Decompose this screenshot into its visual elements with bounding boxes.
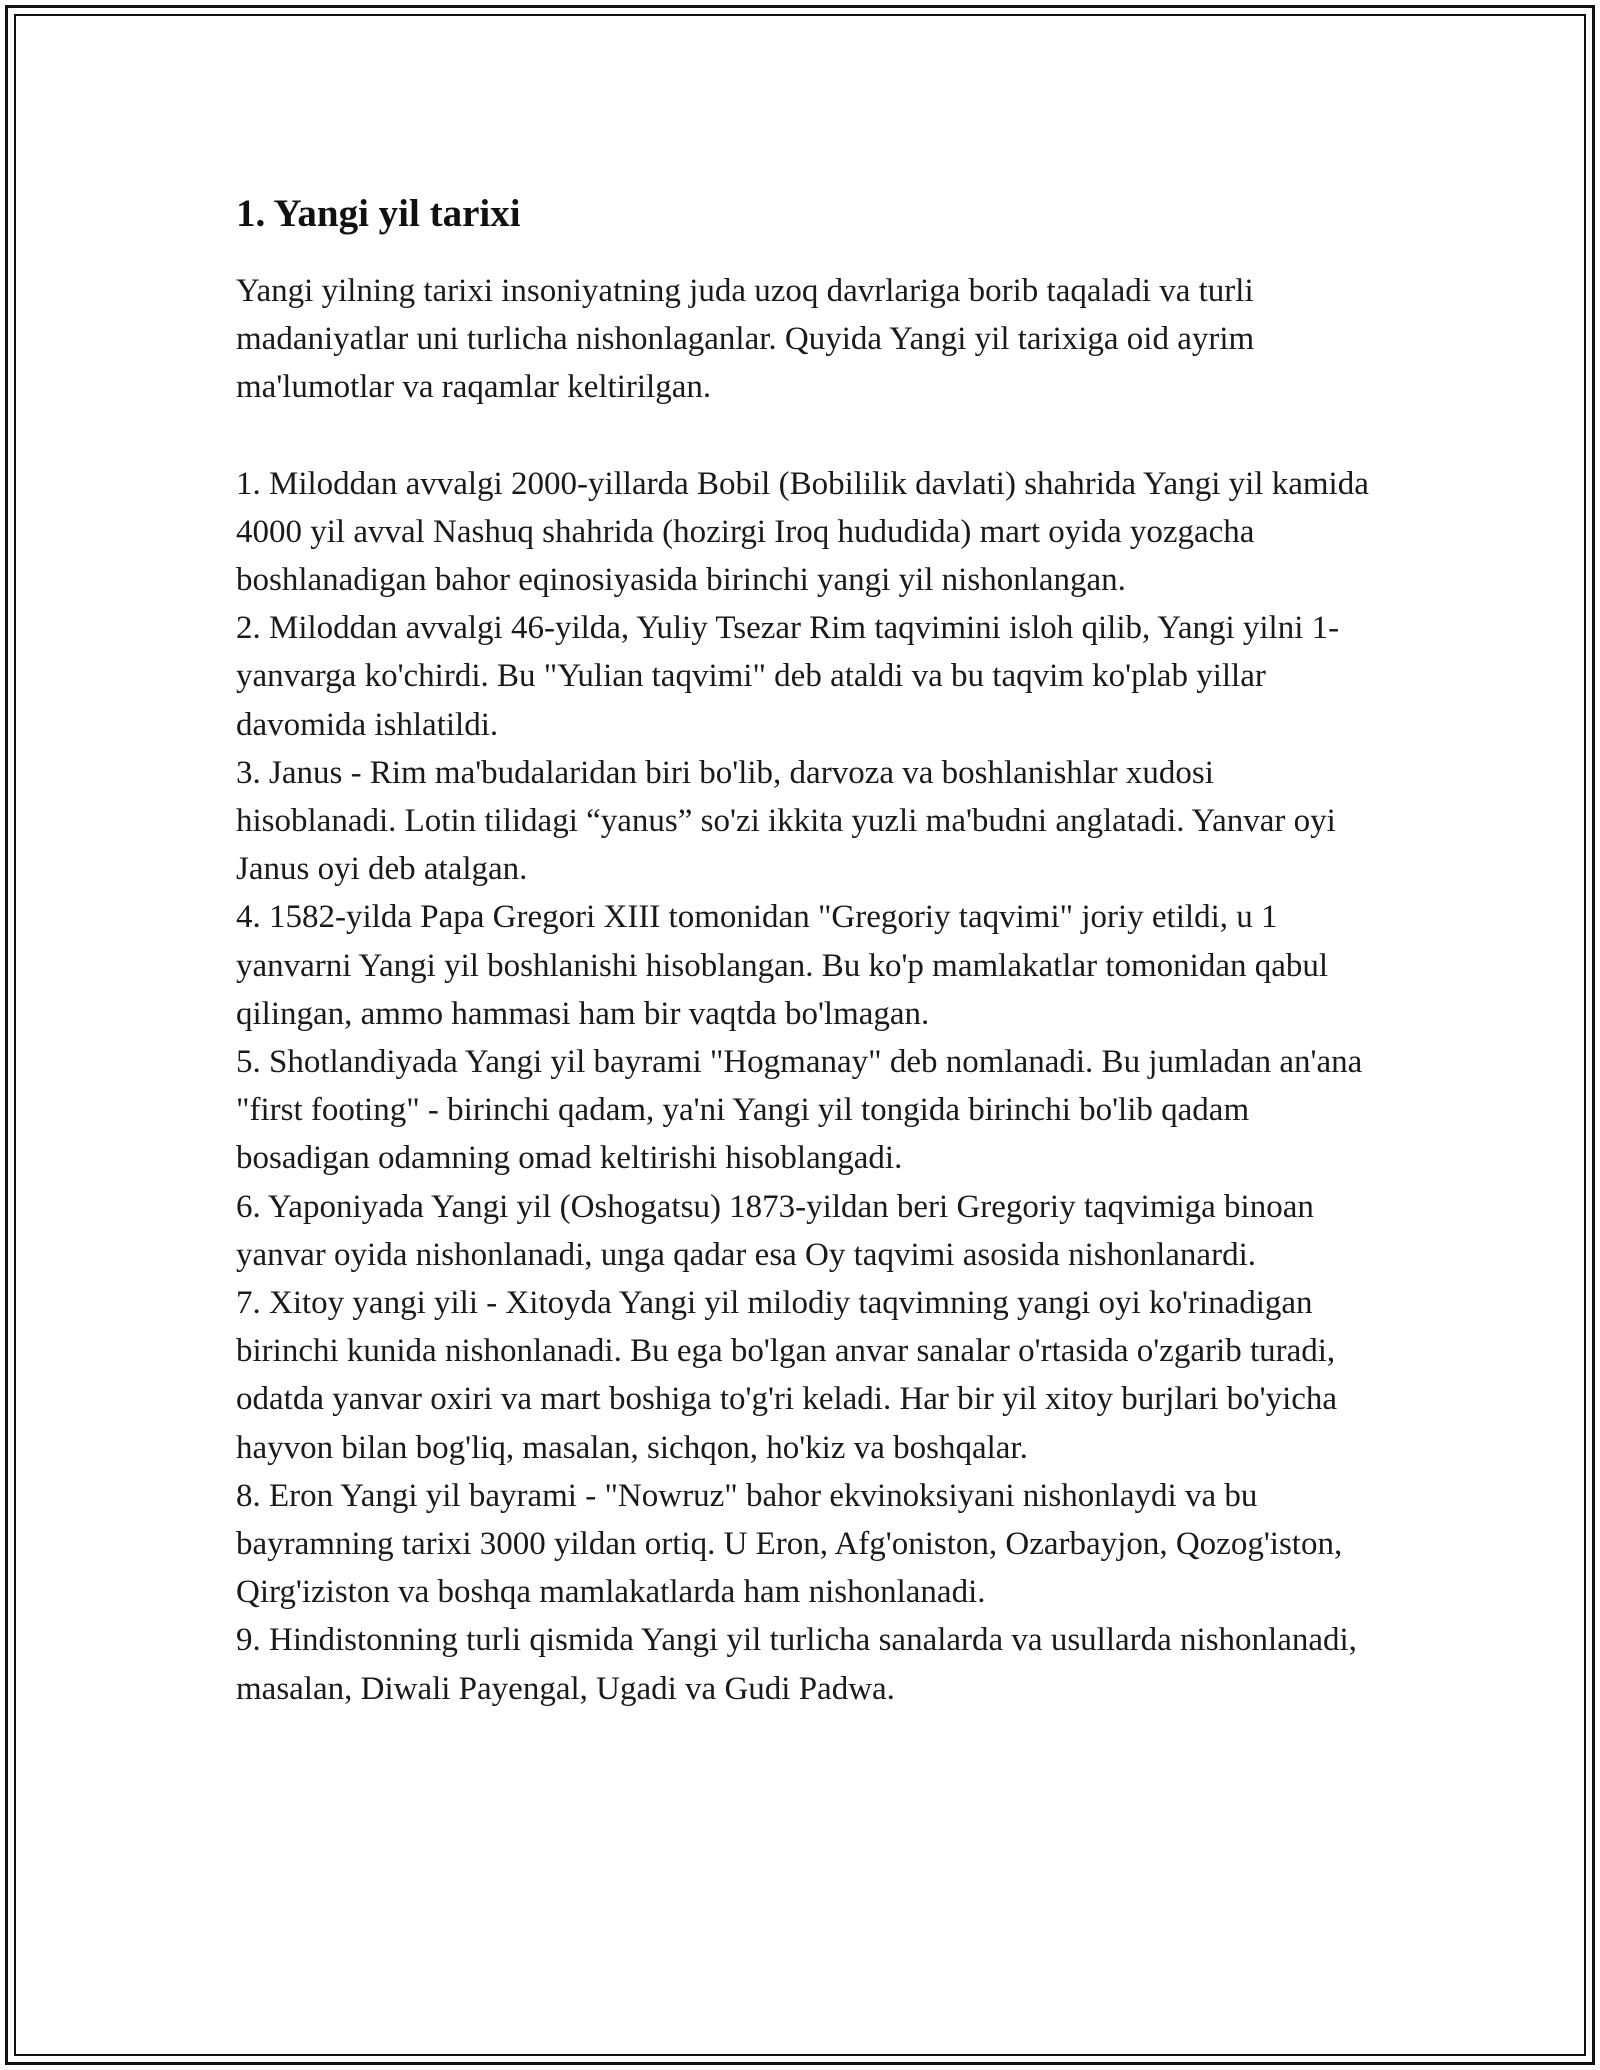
list-item: 2. Miloddan avvalgi 46-yilda, Yuliy Tsezar Rim taqvimini isloh qilib, Yangi yilni 1-yanvarga ko'chirdi. Bu "Yulian taqvimi" deb ataldi va bu taqvim ko'plab yillar davomida ishlatildi. bbox=[236, 610, 1340, 743]
intro-paragraph: Yangi yilning tarixi insoniyatning juda uzoq davrlariga borib taqaladi va turli madaniyatlar uni turlicha nishonlaganlar. Quyida Yangi yil tarixiga oid ayrim ma'lumotlar va raqamlar keltirilgan. bbox=[236, 273, 1255, 406]
list-item: 8. Eron Yangi yil bayrami - "Nowruz" bahor ekvinoksiyani nishonlaydi va bu bayramning tarixi 3000 yildan ortiq. U Eron, Afg'oniston, Ozarbayjon, Qozog'iston, Qirg'iziston va boshqa mamlakatlarda ham nishonlanadi. bbox=[236, 1477, 1343, 1611]
list-item: 6. Yaponiyada Yangi yil (Oshogatsu) 1873-yildan beri Gregoriy taqvimiga binoan yanvar oyida nishonlanadi, unga qadar esa Oy taqvimi asosida nishonlanardi. bbox=[236, 1188, 1314, 1273]
list-item: 5. Shotlandiyada Yangi yil bayrami "Hogmanay" deb nomlanadi. Bu jumladan an'ana "first footing" - birinchi qadam, ya'ni Yangi yil tongida birinchi bo'lib qadam bosadigan odamning omad keltirishi hisoblangadi. bbox=[236, 1044, 1363, 1177]
document-title: 1. Yangi yil tarixi bbox=[236, 192, 521, 235]
document-body bbox=[236, 185, 1376, 1713]
list-item: 4. 1582-yilda Papa Gregori XIII tomonidan "Gregoriy taqvimi" joriy etildi, u 1 yanvarni Yangi yil boshlanishi hisoblangan. Bu ko'p mamlakatlar tomonidan qabul qilingan, ammo hammasi ham bir vaqtda bo'lmagan. bbox=[236, 899, 1329, 1032]
list-item: 3. Janus - Rim ma'budalaridan biri bo'lib, darvoza va boshlanishlar xudosi hisoblanadi. Lotin tilidagi “yanus” so'zi ikkita yuzli ma'budni anglatadi. Yanvar oyi Janus oyi deb atalgan. bbox=[236, 754, 1336, 888]
history-list bbox=[236, 460, 1376, 1713]
list-item: 7. Xitoy yangi yili - Xitoyda Yangi yil milodiy taqvimning yangi oyi ko'rinadigan birinchi kunida nishonlanadi. Bu ega bo'lgan anvar sanalar o'rtasida o'zgarib turadi, odatda yanvar oxiri va mart boshiga to'g'ri keladi. Har bir yil xitoy burjlari bo'yicha hayvon bilan bog'liq, masalan, sichqon, ho'kiz va boshqalar. bbox=[236, 1285, 1338, 1466]
list-item: 9. Hindistonning turli qismida Yangi yil turlicha sanalarda va usullarda nishonlanadi, masalan, Diwali Payengal, Ugadi va Gudi Padwa. bbox=[236, 1622, 1357, 1707]
list-item: 1. Miloddan avvalgi 2000-yillarda Bobil (Bobililik davlati) shahrida Yangi yil kamida 4000 yil avval Nashuq shahrida (hozirgi Iroq hududida) mart oyida yozgacha boshlanadigan bahor eqinosiyasida birinchi yangi yil nishonlangan. bbox=[236, 465, 1369, 599]
